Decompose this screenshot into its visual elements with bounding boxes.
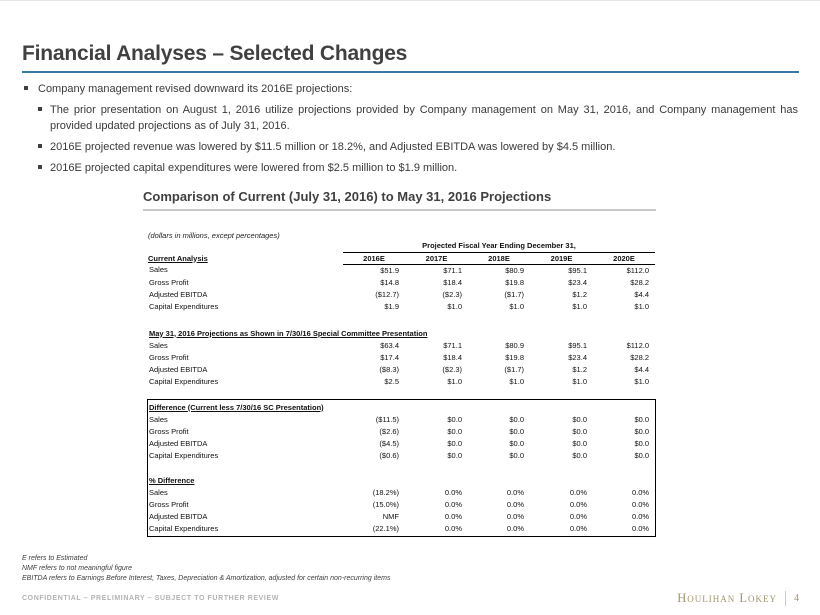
row-label: Sales <box>149 265 168 275</box>
table-row <box>148 264 655 277</box>
table-title-underline <box>143 209 656 211</box>
cell-value: $1.2 <box>572 289 587 299</box>
table-row <box>148 450 655 462</box>
cell-value: $1.0 <box>447 376 462 386</box>
cell-value: (22.1%) <box>372 523 399 533</box>
bullet-sub <box>38 139 798 155</box>
bullet-main <box>24 81 798 97</box>
cell-value: $71.1 <box>443 265 462 275</box>
row-label: Gross Profit <box>149 277 189 287</box>
cell-value: $0.0 <box>572 438 587 448</box>
cell-value: ($2.3) <box>442 289 462 299</box>
column-header: 2017E <box>405 252 468 264</box>
page-title: Financial Analyses – Selected Changes <box>22 42 408 65</box>
cell-value: $1.2 <box>572 364 587 374</box>
bullet-sub-text: 2016E projected capital expenditures were lowered from $2.5 million to $1.9 million. <box>50 162 458 174</box>
footnote: NMF refers to not meaningful figure <box>22 565 132 572</box>
cell-value: $0.0 <box>634 450 650 460</box>
cell-value: $71.1 <box>443 340 462 350</box>
bullet-main-text: Company management revised downward its 2016E projections: <box>38 83 353 95</box>
cell-value: $0.0 <box>572 450 587 460</box>
spacer-row <box>148 313 655 327</box>
cell-value: 0.0% <box>631 499 650 509</box>
cell-value: 0.0% <box>506 523 524 533</box>
cell-value: $1.0 <box>509 301 524 311</box>
row-label: Gross Profit <box>149 499 189 509</box>
page-number: 4 <box>794 593 799 604</box>
section-header: % Difference <box>149 475 195 485</box>
footer-divider <box>785 591 786 606</box>
cell-value: ($1.7) <box>504 289 524 299</box>
cell-value: $23.4 <box>568 352 587 362</box>
slide-header <box>22 42 799 73</box>
cell-value: $0.0 <box>447 450 462 460</box>
footnotes <box>22 554 390 584</box>
table-row <box>148 289 655 301</box>
bullet-square-icon <box>38 144 42 148</box>
column-group-header: Projected Fiscal Year Ending December 31, <box>343 240 655 252</box>
cell-value: $0.0 <box>447 426 462 436</box>
cell-value: $51.9 <box>380 265 399 275</box>
comparison-section <box>143 189 656 537</box>
row-label: Capital Expenditures <box>149 301 219 311</box>
footnote: E refers to Estimated <box>22 555 88 562</box>
row-label: Gross Profit <box>149 352 189 362</box>
cell-value: $28.2 <box>630 352 650 362</box>
row-label: Sales <box>149 340 168 350</box>
row-label: Adjusted EBITDA <box>149 364 208 374</box>
table-row <box>148 523 655 535</box>
slide-footer <box>22 591 799 606</box>
cell-value: $28.2 <box>630 277 650 287</box>
cell-value: $0.0 <box>509 426 524 436</box>
cell-value: 0.0% <box>569 511 587 521</box>
cell-value: (15.0%) <box>372 499 399 509</box>
cell-value: (18.2%) <box>372 487 399 497</box>
cell-value: $1.0 <box>447 301 462 311</box>
cell-value: $23.4 <box>568 277 587 287</box>
table-row <box>148 487 655 499</box>
difference-table <box>148 401 655 535</box>
title-underline <box>22 71 799 73</box>
brand-block <box>677 591 799 606</box>
cell-value: $0.0 <box>509 414 524 424</box>
cell-value: $18.4 <box>443 352 462 362</box>
cell-value: 0.0% <box>444 499 462 509</box>
bullet-sub-text: The prior presentation on August 1, 2016 utilize projections provided by Company management on May 31, 2016, and Company management has provided updated projections as of July 31, 2016. <box>50 104 798 132</box>
column-header: 2020E <box>593 252 655 264</box>
section-header-row <box>148 401 655 414</box>
cell-value: NMF <box>382 511 399 521</box>
section-header: Difference (Current less 7/30/16 SC Presentation) <box>149 402 324 412</box>
row-label: Capital Expenditures <box>149 376 219 386</box>
cell-value: $0.0 <box>634 426 650 436</box>
table-title: Comparison of Current (July 31, 2016) to May 31, 2016 Projections <box>143 189 552 204</box>
cell-value: $95.1 <box>568 340 587 350</box>
cell-value: $1.0 <box>572 301 587 311</box>
units-note: (dollars in millions, except percentages) <box>148 231 280 240</box>
row-label: Adjusted EBITDA <box>149 511 208 521</box>
year-header-row <box>148 252 655 264</box>
column-group-header-row <box>148 240 655 252</box>
row-label: Capital Expenditures <box>149 523 219 533</box>
bullet-square-icon <box>38 165 42 169</box>
cell-value: $2.5 <box>384 376 399 386</box>
cell-value: $0.0 <box>509 450 524 460</box>
cell-value: 0.0% <box>506 499 524 509</box>
cell-value: $112.0 <box>626 265 650 275</box>
cell-value: $4.4 <box>634 289 650 299</box>
cell-value: 0.0% <box>569 487 587 497</box>
spacer-cell <box>148 313 655 327</box>
cell-value: 0.0% <box>631 487 650 497</box>
cell-value: $1.0 <box>509 376 524 386</box>
row-label: Adjusted EBITDA <box>149 438 208 448</box>
table-row <box>148 340 655 352</box>
cell-value: ($2.6) <box>379 426 399 436</box>
row-label: Capital Expenditures <box>149 450 219 460</box>
table-row <box>148 438 655 450</box>
cell-value: ($0.6) <box>379 450 399 460</box>
row-label: Sales <box>149 414 168 424</box>
projections-table <box>148 240 655 388</box>
cell-value: $0.0 <box>447 438 462 448</box>
cell-value: 0.0% <box>506 511 524 521</box>
cell-value: $17.4 <box>380 352 399 362</box>
cell-value: $14.8 <box>380 277 399 287</box>
cell-value: 0.0% <box>444 523 462 533</box>
table-row <box>148 426 655 438</box>
cell-value: $1.9 <box>384 301 399 311</box>
table-row <box>148 364 655 376</box>
table-row <box>148 499 655 511</box>
cell-value: ($1.7) <box>504 364 524 374</box>
bullet-square-icon <box>24 86 28 90</box>
cell-value: $0.0 <box>572 426 587 436</box>
brand-logo: Houlihan Lokey <box>677 591 777 605</box>
section-header-current-analysis: Current Analysis <box>148 253 208 263</box>
cell-value: 0.0% <box>631 523 650 533</box>
cell-value: ($4.5) <box>379 438 399 448</box>
bullet-list <box>24 81 798 181</box>
cell-value: $63.4 <box>380 340 399 350</box>
section-header: May 31, 2016 Projections as Shown in 7/30/16 Special Committee Presentation <box>149 328 428 338</box>
section-header-row <box>148 474 655 487</box>
cell-value: 0.0% <box>569 499 587 509</box>
cell-value: 0.0% <box>569 523 587 533</box>
table-row <box>148 352 655 364</box>
cell-value: $19.8 <box>505 277 524 287</box>
cell-value: $0.0 <box>634 438 650 448</box>
cell-value: ($8.3) <box>379 364 399 374</box>
confidentiality-notice: CONFIDENTIAL – PRELIMINARY – SUBJECT TO FURTHER REVIEW <box>22 595 279 602</box>
cell-value: $95.1 <box>568 265 587 275</box>
cell-value: $19.8 <box>505 352 524 362</box>
table-row <box>148 511 655 523</box>
cell-value: ($12.7) <box>375 289 399 299</box>
bullet-sub <box>38 160 798 176</box>
cell-value: $1.0 <box>572 376 587 386</box>
table-row <box>148 301 655 313</box>
cell-value: $1.0 <box>634 376 650 386</box>
cell-value: $80.9 <box>505 265 524 275</box>
section-header-row <box>148 327 655 340</box>
table-row <box>148 376 655 388</box>
bullet-sub-text: 2016E projected revenue was lowered by $11.5 million or 18.2%, and Adjusted EBITDA was lowered by $4.5 million. <box>50 141 616 153</box>
cell-value: $0.0 <box>509 438 524 448</box>
cell-value: 0.0% <box>631 511 650 521</box>
table-row <box>148 414 655 426</box>
cell-value: 0.0% <box>444 487 462 497</box>
table-row <box>148 277 655 289</box>
cell-value: $0.0 <box>447 414 462 424</box>
cell-value: 0.0% <box>506 487 524 497</box>
cell-value: ($11.5) <box>375 414 399 424</box>
spacer-cell <box>148 462 655 474</box>
row-label: Gross Profit <box>149 426 189 436</box>
empty-cell <box>148 240 343 252</box>
row-label: Adjusted EBITDA <box>149 289 208 299</box>
bullet-square-icon <box>38 107 42 111</box>
row-label: Sales <box>149 487 168 497</box>
cell-value: 0.0% <box>444 511 462 521</box>
cell-value: $0.0 <box>572 414 587 424</box>
cell-value: $80.9 <box>505 340 524 350</box>
cell-value: $1.0 <box>634 301 650 311</box>
cell-value: $4.4 <box>634 364 650 374</box>
column-header: 2016E <box>343 252 405 264</box>
column-header: 2018E <box>468 252 530 264</box>
cell-value: ($2.3) <box>442 364 462 374</box>
cell-value: $0.0 <box>634 414 650 424</box>
bullet-sub <box>38 102 798 134</box>
footnote: EBITDA refers to Earnings Before Interest, Taxes, Depreciation & Amortization, adjusted for certain non-recurring items <box>22 575 391 582</box>
cell-value: $18.4 <box>443 277 462 287</box>
column-header: 2019E <box>530 252 593 264</box>
spacer-row <box>148 462 655 474</box>
difference-box <box>147 399 656 537</box>
cell-value: $112.0 <box>626 340 650 350</box>
